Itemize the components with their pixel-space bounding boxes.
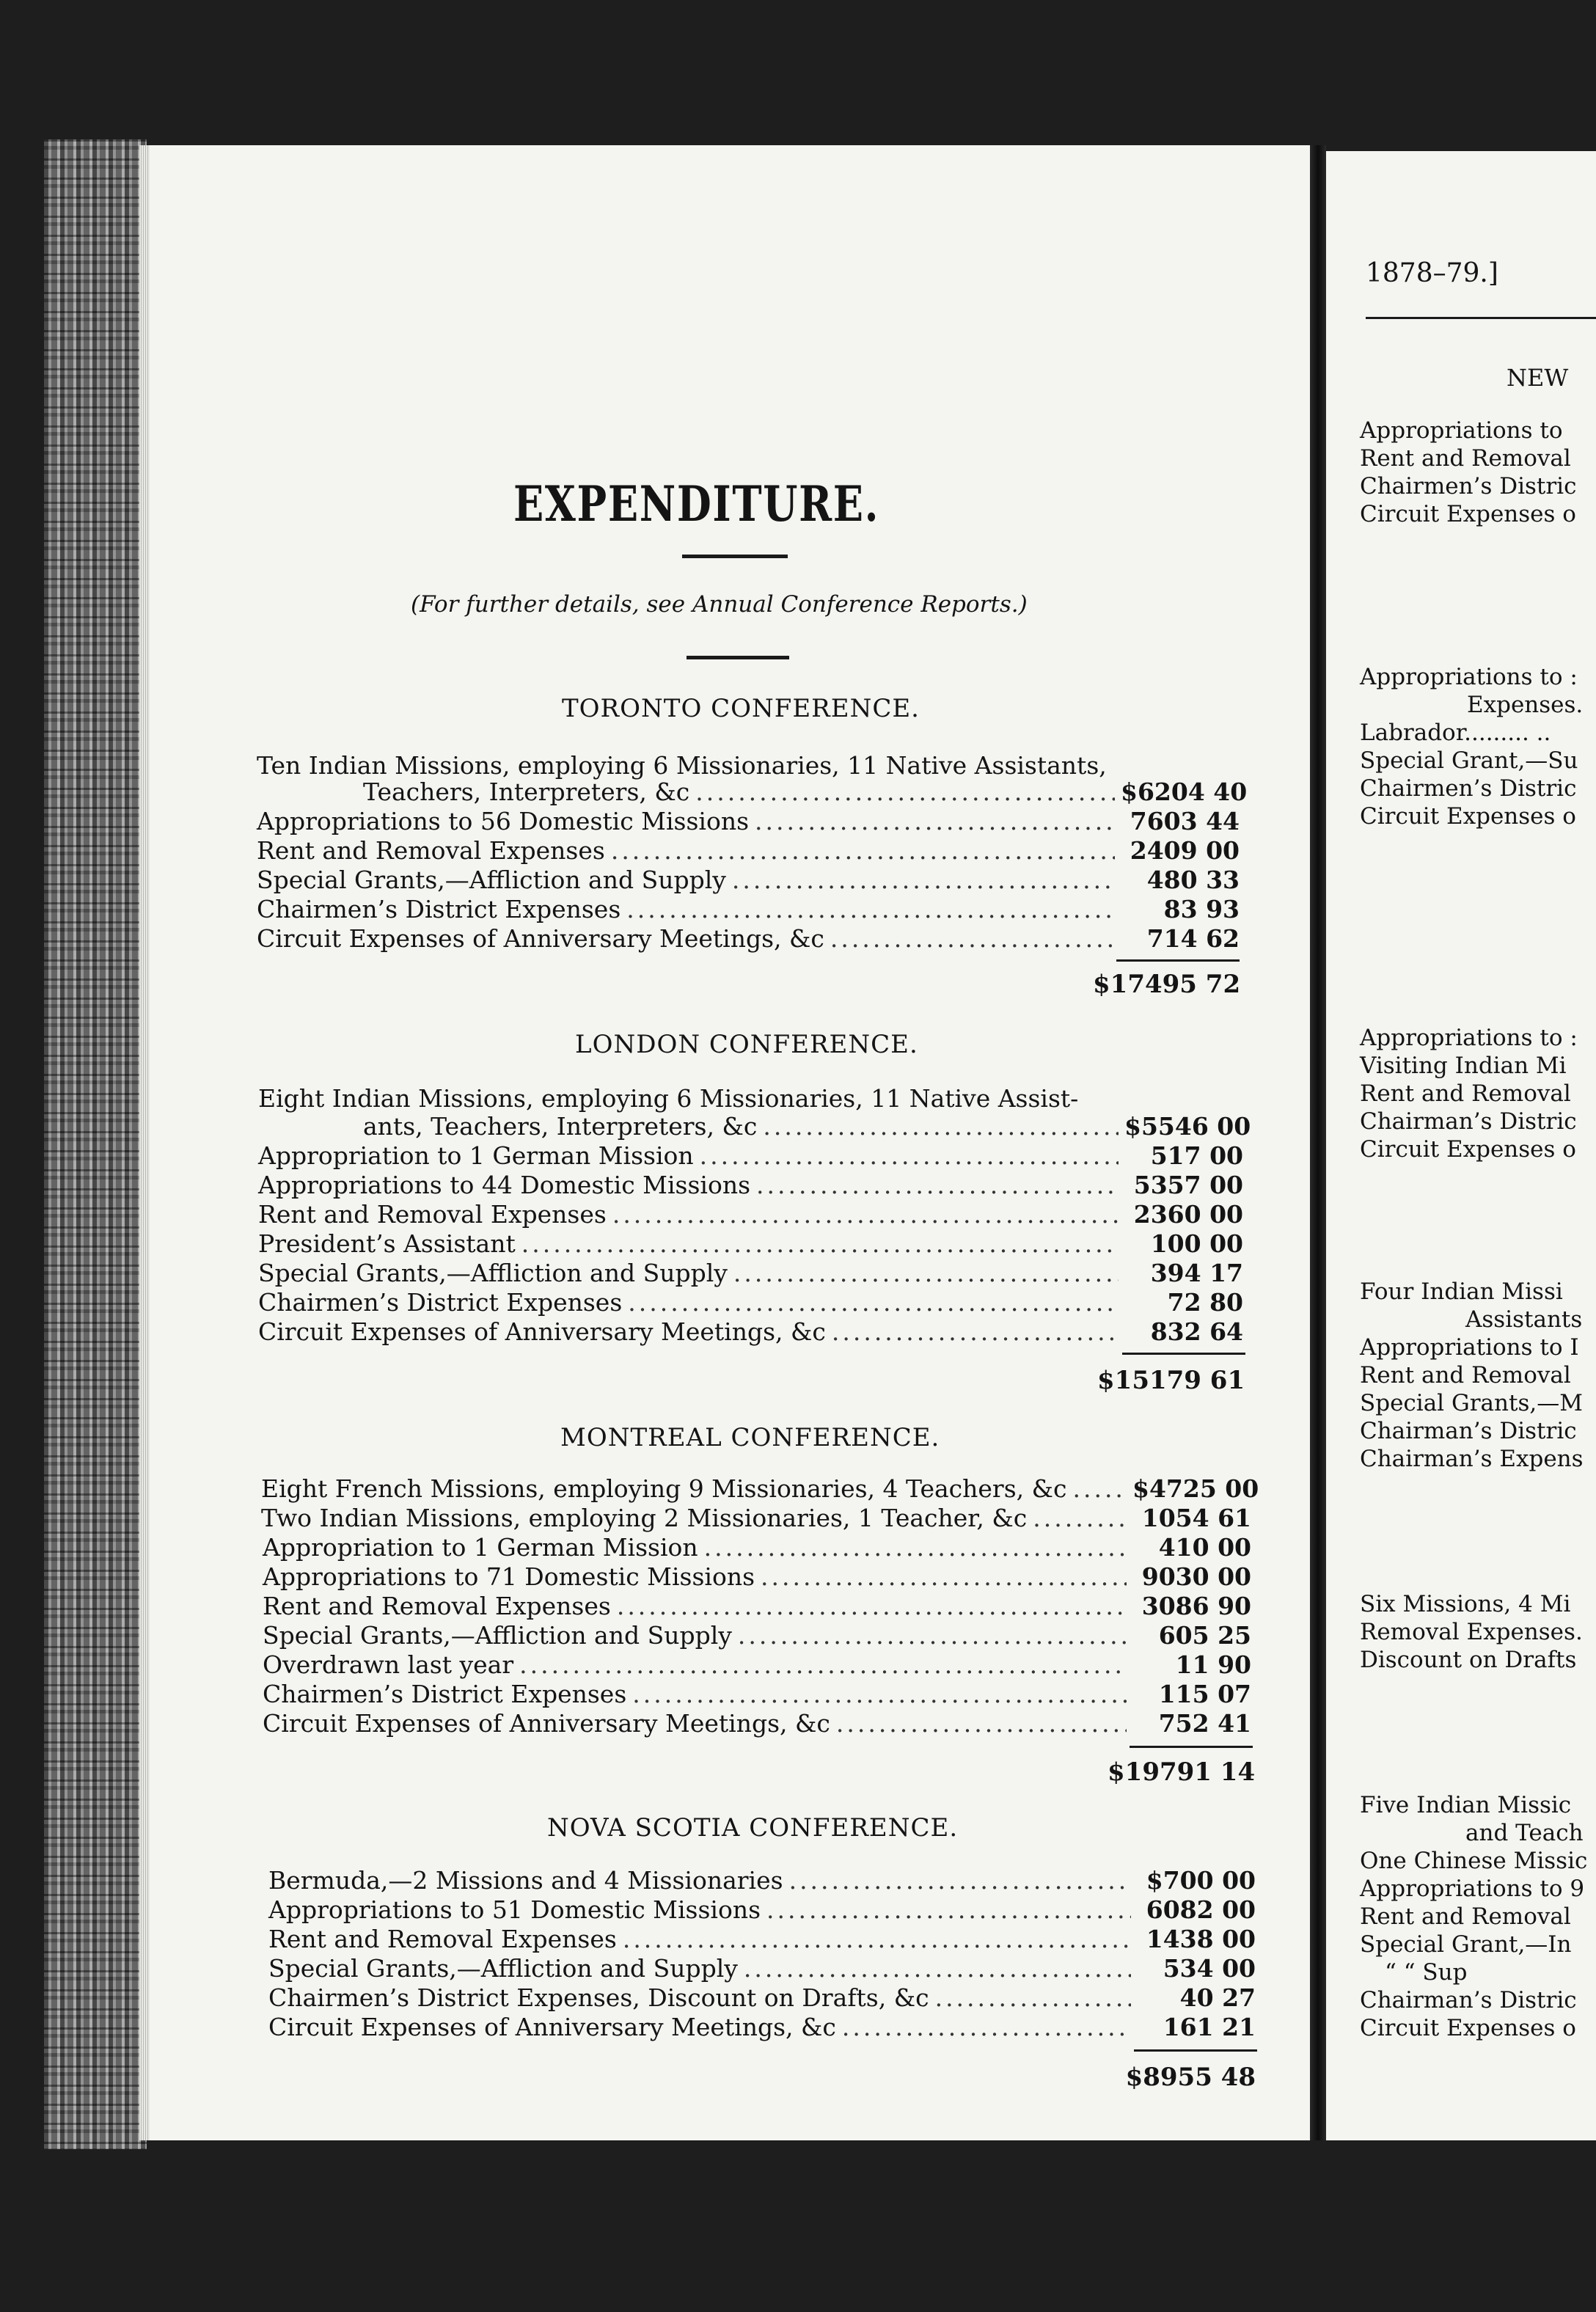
expense-amount: 40 27 <box>1179 1983 1256 2012</box>
expense-label: Circuit Expenses of Anniversary Meetings, &c <box>257 924 824 953</box>
text-line: Five Indian Missic <box>1360 1792 1572 1818</box>
expense-line <box>263 1592 1251 1621</box>
leader-dots <box>612 1200 1119 1229</box>
conference-total: $8955 48 <box>1125 2063 1256 2092</box>
expense-line <box>261 1474 1259 1504</box>
conference-heading-toronto: TORONTO CONFERENCE. <box>562 694 920 723</box>
expense-label: Special Grants,—Affliction and Supply <box>268 1954 738 1983</box>
expense-label: Rent and Removal Expenses <box>258 1200 607 1229</box>
text-line: Circuit Expenses o <box>1360 1136 1576 1163</box>
leader-dots <box>744 1954 1131 1983</box>
page-edges <box>139 145 150 2140</box>
leader-dots <box>830 924 1115 954</box>
running-head-year: 1878–79.] <box>1366 258 1498 288</box>
leader-dots <box>626 895 1115 924</box>
leader-dots <box>1033 1504 1127 1533</box>
expense-amount: 480 33 <box>1146 866 1240 894</box>
expense-label: Circuit Expenses of Anniversary Meetings, &c <box>263 1709 830 1738</box>
expense-label: Appropriations to 56 Domestic Missions <box>257 807 750 835</box>
text-line: Appropriations to 9 <box>1360 1876 1585 1902</box>
expense-label: President’s Assistant <box>258 1229 516 1258</box>
leader-dots <box>623 1925 1131 1954</box>
expense-label: Circuit Expenses of Anniversary Meetings, &c <box>258 1317 826 1346</box>
leader-dots <box>842 2013 1131 2042</box>
title-rule <box>682 555 788 558</box>
text-line: Chairman’s Expens <box>1360 1446 1584 1472</box>
text-line: Chairman’s Distric <box>1360 1987 1577 2013</box>
expense-line <box>258 1171 1243 1200</box>
expense-amount: 605 25 <box>1158 1621 1251 1650</box>
conference-heading-nova-scotia: NOVA SCOTIA CONFERENCE. <box>547 1813 959 1843</box>
text-line: Chairman’s Distric <box>1360 1108 1577 1135</box>
expense-label: Appropriation to 1 German Mission <box>258 1141 694 1170</box>
expense-label: Two Indian Missions, employing 2 Missionaries, 1 Teacher, &c <box>261 1504 1028 1532</box>
text-line: Appropriations to : <box>1360 1025 1578 1051</box>
expense-label: Special Grants,—Affliction and Supply <box>257 866 726 894</box>
total-rule <box>1116 959 1240 962</box>
text-line: Rent and Removal <box>1360 1362 1571 1389</box>
text-line: Appropriations to <box>1360 417 1563 444</box>
text-line: Chairmen’s Distric <box>1360 775 1577 802</box>
text-line: Chairmen’s Distric <box>1360 473 1577 500</box>
text-line: Visiting Indian Mi <box>1360 1053 1567 1079</box>
page-title: EXPENDITURE. <box>513 475 880 533</box>
expense-amount: 752 41 <box>1158 1709 1251 1738</box>
expense-amount: 11 90 <box>1175 1650 1251 1679</box>
expense-line <box>258 1229 1243 1259</box>
expense-amount: 2409 00 <box>1130 836 1240 865</box>
expense-label: Bermuda,—2 Missions and 4 Missionaries <box>268 1866 783 1895</box>
marbled-book-edge <box>44 139 147 2149</box>
expense-label: Appropriations to 51 Domestic Missions <box>268 1895 761 1924</box>
section-heading: NEW <box>1507 364 1569 392</box>
leader-dots <box>521 1229 1119 1259</box>
expense-amount: 1438 00 <box>1146 1925 1256 1953</box>
expense-line <box>258 1141 1243 1171</box>
expense-label: Appropriation to 1 German Mission <box>263 1533 698 1562</box>
expense-amount: 714 62 <box>1146 924 1240 953</box>
expense-amount: 7603 44 <box>1130 807 1240 835</box>
leader-dots <box>695 778 1115 807</box>
expense-line <box>263 1562 1251 1592</box>
expense-line <box>263 1621 1251 1650</box>
conference-total: $17495 72 <box>1093 970 1241 999</box>
leader-dots <box>832 1317 1119 1347</box>
expense-amount: 161 21 <box>1163 2013 1256 2041</box>
expense-amount: 2360 00 <box>1133 1200 1243 1229</box>
total-rule <box>1122 1353 1245 1355</box>
conference-total: $15179 61 <box>1097 1366 1245 1395</box>
expense-amount: 6082 00 <box>1146 1895 1256 1924</box>
expense-line <box>258 1259 1243 1288</box>
expense-line <box>363 1112 1251 1141</box>
text-line: Rent and Removal <box>1360 445 1571 472</box>
leader-dots <box>756 1171 1119 1200</box>
expense-label: Overdrawn last year <box>263 1650 514 1679</box>
expense-amount: 100 00 <box>1150 1229 1243 1258</box>
expense-line <box>268 2013 1256 2042</box>
expense-line <box>257 807 1240 836</box>
header-rule <box>1366 317 1596 319</box>
leader-dots <box>632 1680 1127 1709</box>
expense-amount: 534 00 <box>1163 1954 1256 1983</box>
expense-amount: $6204 40 <box>1121 778 1248 806</box>
leader-dots <box>935 1983 1131 2013</box>
expense-amount: 115 07 <box>1158 1680 1251 1708</box>
text-line: Six Missions, 4 Mi <box>1360 1591 1571 1617</box>
leader-dots <box>789 1866 1131 1895</box>
expense-label: Chairmen’s District Expenses, Discount on Drafts, &c <box>268 1983 929 2012</box>
expense-amount: 72 80 <box>1167 1288 1243 1317</box>
leader-dots <box>704 1533 1127 1562</box>
text-line: Appropriations to : <box>1360 664 1578 690</box>
expense-amount: 832 64 <box>1150 1317 1243 1346</box>
page-subtitle: (For further details, see Annual Conference Reports.) <box>411 591 1028 618</box>
expense-label: Chairmen’s District Expenses <box>263 1680 627 1708</box>
expense-label: Appropriations to 44 Domestic Missions <box>258 1171 751 1199</box>
expense-amount: 5357 00 <box>1133 1171 1243 1199</box>
right-page <box>1326 151 1596 2140</box>
text-line: Discount on Drafts <box>1360 1647 1577 1673</box>
expense-amount: $700 00 <box>1146 1866 1256 1895</box>
expense-label: Special Grants,—Affliction and Supply <box>258 1259 728 1287</box>
expense-line <box>257 866 1240 895</box>
book-gutter <box>1310 145 1326 2140</box>
text-line: Rent and Removal <box>1360 1903 1571 1930</box>
leader-dots <box>738 1621 1127 1650</box>
expense-label: Rent and Removal Expenses <box>257 836 605 865</box>
leader-dots <box>766 1895 1131 1925</box>
leader-dots <box>700 1141 1119 1171</box>
subtitle-rule <box>687 656 789 659</box>
expense-label: Rent and Removal Expenses <box>263 1592 611 1620</box>
leader-dots <box>611 836 1115 866</box>
leader-dots <box>763 1112 1119 1141</box>
leader-dots <box>628 1288 1119 1317</box>
expense-line <box>258 1200 1243 1229</box>
expense-line <box>257 895 1240 924</box>
total-rule <box>1130 1746 1253 1748</box>
expense-amount: 83 93 <box>1163 895 1240 923</box>
conference-heading-london: LONDON CONFERENCE. <box>575 1030 918 1059</box>
expense-amount: 1054 61 <box>1141 1504 1251 1532</box>
text-line: Appropriations to I <box>1360 1334 1579 1361</box>
expense-line <box>261 1504 1251 1533</box>
text-line: Rent and Removal <box>1360 1080 1571 1107</box>
expense-label: Teachers, Interpreters, &c <box>363 778 690 806</box>
expense-line <box>263 1533 1251 1562</box>
expense-amount: 394 17 <box>1150 1259 1243 1287</box>
text-line: Special Grant,—Su <box>1360 747 1578 774</box>
expense-label: Appropriations to 71 Domestic Missions <box>263 1562 755 1591</box>
text-line: Circuit Expenses o <box>1360 803 1576 830</box>
expense-label: Chairmen’s District Expenses <box>258 1288 623 1317</box>
leader-dots <box>733 1259 1119 1288</box>
text-line: “ “ Sup <box>1385 1959 1468 1986</box>
text-line: Circuit Expenses o <box>1360 2015 1576 2041</box>
total-rule <box>1134 2049 1257 2052</box>
expense-line <box>257 924 1240 954</box>
expense-line: Eight Indian Missions, employing 6 Missionaries, 11 Native Assist- <box>258 1084 1079 1113</box>
text-line: Special Grants,—M <box>1360 1390 1583 1416</box>
leader-dots <box>836 1709 1127 1738</box>
expense-label: Special Grants,—Affliction and Supply <box>263 1621 732 1650</box>
expense-label: Eight French Missions, employing 9 Missionaries, 4 Teachers, &c <box>261 1474 1067 1503</box>
expense-amount: $4725 00 <box>1132 1474 1259 1503</box>
expense-amount: 3086 90 <box>1141 1592 1251 1620</box>
expense-line <box>268 1954 1256 1983</box>
text-line: Labrador......... .. <box>1360 720 1551 746</box>
text-line: Removal Expenses. <box>1360 1619 1583 1645</box>
conference-heading-montreal: MONTREAL CONFERENCE. <box>560 1423 940 1452</box>
conference-total: $19791 14 <box>1108 1757 1256 1787</box>
expense-line <box>268 1983 1256 2013</box>
text-line: Circuit Expenses o <box>1360 501 1576 527</box>
text-line: Special Grant,—In <box>1360 1931 1572 1958</box>
text-line: Expenses. <box>1467 692 1584 718</box>
expense-line <box>268 1866 1256 1895</box>
expense-label: Rent and Removal Expenses <box>268 1925 617 1953</box>
text-line: One Chinese Missic <box>1360 1848 1588 1874</box>
text-line: Assistants <box>1465 1306 1583 1333</box>
leader-dots <box>1072 1474 1127 1504</box>
expense-line <box>263 1709 1251 1738</box>
expense-line <box>268 1925 1256 1954</box>
expense-line <box>268 1895 1256 1925</box>
expense-line <box>263 1650 1251 1680</box>
expense-amount: 9030 00 <box>1141 1562 1251 1591</box>
expense-amount: $5546 00 <box>1124 1112 1251 1141</box>
text-line: Four Indian Missi <box>1360 1278 1563 1305</box>
leader-dots <box>617 1592 1127 1621</box>
expense-line: Ten Indian Missions, employing 6 Missionaries, 11 Native Assistants, <box>257 751 1107 780</box>
expense-line <box>363 778 1248 807</box>
expense-amount: 410 00 <box>1158 1533 1251 1562</box>
right-page-content <box>1326 151 1596 2140</box>
expense-amount: 517 00 <box>1150 1141 1243 1170</box>
expense-label: Circuit Expenses of Anniversary Meetings, &c <box>268 2013 836 2041</box>
expense-line <box>257 836 1240 866</box>
leader-dots <box>755 807 1115 836</box>
leader-dots <box>519 1650 1127 1680</box>
text-line: and Teach <box>1465 1820 1584 1846</box>
expense-line <box>263 1680 1251 1709</box>
expense-line <box>258 1288 1243 1317</box>
leader-dots <box>761 1562 1127 1592</box>
leader-dots <box>732 866 1115 895</box>
text-line: Chairman’s Distric <box>1360 1418 1577 1444</box>
expense-line <box>258 1317 1243 1347</box>
expense-label: ants, Teachers, Interpreters, &c <box>363 1112 758 1141</box>
expense-label: Chairmen’s District Expenses <box>257 895 621 923</box>
